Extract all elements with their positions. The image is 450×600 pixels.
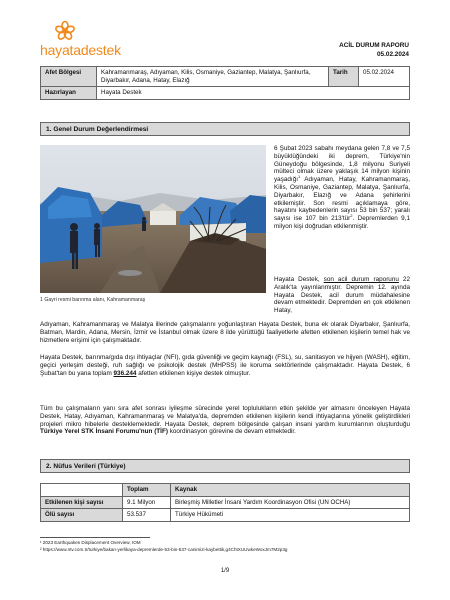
total-supported-count: 936.244	[113, 369, 137, 377]
row-label: Etkilenen kişi sayısı	[41, 496, 123, 509]
logo-text: hayatadestek	[40, 42, 121, 58]
forum-name: Türkiye Yerel STK İnsani Forumu'nun (TİF)	[40, 428, 168, 436]
section-1-header: 1. Genel Durum Değerlendirmesi	[40, 122, 410, 136]
row-source: Birleşmiş Milletler İnsani Yardım Koordinasyon Ofisi (UN OCHA)	[171, 496, 410, 509]
table-row	[41, 496, 410, 509]
region-label: Afet Bölgesi	[41, 67, 97, 87]
sectors-paragraph: Hayata Destek, barınma/gıda dışı ihtiyaçlar (NFI), gıda güvenliği ve geçim kaynağı (FSL), su, sanitasyon ve hijyen (WASH), eğitim, geçici yerleşim desteği, ruh sağlığı ve psikolojik destek (MHPSS) ile koruma sektörlerinde çalışmaktadır. Hayata Destek, 6 Şubat'tan bu yana toplam 936.244 afetten etkilenen kişiye destek olmuştur.	[40, 354, 410, 377]
status-paragraph-cont: Adıyaman, Kahramanmaraş ve Malatya illerinde çalışmalarını yoğunlaştıran Hayata Destek, buna ek olarak Diyarbakır, Şanlıurfa, Batman, Mardin, Adana, Mersin, İzmir ve İstanbul olmak üzere 8 ilde yürüttüğü faaliyetlerle afetten etkilenen kişilerin temel hak ve hizmetlere erişimi için çalışmaktadır.	[40, 321, 410, 344]
intro-paragraph: 6 Şubat 2023 sabahı meydana gelen 7,8 ve 7,5 büyüklüğündeki iki deprem, Türkiye'nin Güneydoğu bölgesinde, 1,8 milyonu Suriyeli mülteci olmak üzere yaklaşık 14 milyon kişinin yaşadığı$^1$ Adıyaman, Hatay, Kahramanmaraş, Kilis, Osmaniye, Gaziantep, Malatya, Şanlıurfa, Diyarbakır, Elazığ ve Adana şehirlerini etkilemiştir. Son resmi açıklamaya göre, hayatını kaybedenlerin sayısı 53 bin 537; yaralı sayısı ise 107 bin 213'tür$^2$. Depremlerden 9,1 milyon kişi doğrudan etkilenmiştir.	[274, 145, 410, 230]
flower-logo-icon	[54, 20, 76, 42]
column-header-empty	[41, 484, 123, 497]
footnote-ref[interactable]: 2	[350, 213, 353, 219]
region-value: Kahramanmaraş, Adıyaman, Kilis, Osmaniye, Gaziantep, Malatya, Şanlıurfa, Diyarbakır, Adana, Hatay, Elazığ	[97, 67, 329, 87]
column-header-source: Kaynak	[171, 484, 410, 497]
info-table	[40, 66, 410, 100]
page-number: 1/9	[220, 568, 230, 574]
footnote-ref[interactable]: 1	[297, 174, 301, 180]
status-paragraph-start: Hayata Destek, son acil durum raporunu 22 Aralık'ta yayınlanmıştır. Depremin 12. ayında Hayata Destek, acil durum müdahalesine devam etmektedir. Depremden en çok etkilenen Hatay,	[274, 276, 410, 315]
report-date: 05.02.2024	[377, 50, 409, 58]
section-2-header: 2. Nüfus Verileri (Türkiye)	[40, 459, 410, 473]
camp-photo-image	[40, 145, 266, 293]
column-header-total: Toplam	[123, 484, 171, 497]
report-title: ACİL DURUM RAPORU	[339, 42, 409, 49]
prepared-label: Hazırlayan	[41, 87, 97, 100]
row-total: 53.537	[123, 509, 171, 522]
prepared-value: Hayata Destek	[97, 87, 410, 100]
table-row	[41, 87, 410, 100]
previous-report-link[interactable]: son acil durum raporunu	[323, 276, 399, 283]
table-row	[41, 67, 410, 87]
brand-logo	[40, 20, 130, 60]
table-header-row	[41, 484, 410, 497]
photo-caption: 1 Gayri resmi barınma alanı, Kahramanmaraş	[40, 297, 146, 303]
date-value: 05.02.2024	[359, 67, 410, 87]
footnote-1: ¹ 2023 Earthquakes Displacement Overview, IOM	[40, 540, 141, 545]
table-row	[41, 509, 410, 522]
row-source: Türkiye Hükümeti	[171, 509, 410, 522]
report-title-block	[339, 42, 409, 59]
population-table	[40, 483, 410, 522]
footnotes	[40, 540, 410, 553]
row-label: Ölü sayısı	[41, 509, 123, 522]
footnote-2[interactable]: ² https://www.ntv.com.tr/turkiye/bakan-yerlikaya-depremlerde-53-bin-537-canimizi-kaybettik,g4ChtXUUwkeWoxJm7M2p3g	[40, 546, 288, 552]
footnote-divider	[40, 537, 150, 538]
row-total: 9.1 Milyon	[123, 496, 171, 509]
camp-photo	[40, 145, 266, 293]
recovery-paragraph: Tüm bu çalışmaların yanı sıra afet sonrası iyileşme sürecinde yerel toplulukların etkin şekilde yer almasını önceleyen Hayata Destek, Hatay, Adıyaman, Kahramanmaraş ve Malatya'da, depremden etkilenen kişilerin kendi ihtiyaçlarına yönelik geliştirdikleri projeleri mikro hibelerle desteklemektedir. Hayata Destek, deprem bölgesinde çalışan insani yardım kurumlarının oluşturduğu Türkiye Yerel STK İnsani Forumu'nun (TİF) koordinasyon görevine de devam etmektedir.	[40, 405, 410, 436]
date-label: Tarih	[329, 67, 359, 87]
